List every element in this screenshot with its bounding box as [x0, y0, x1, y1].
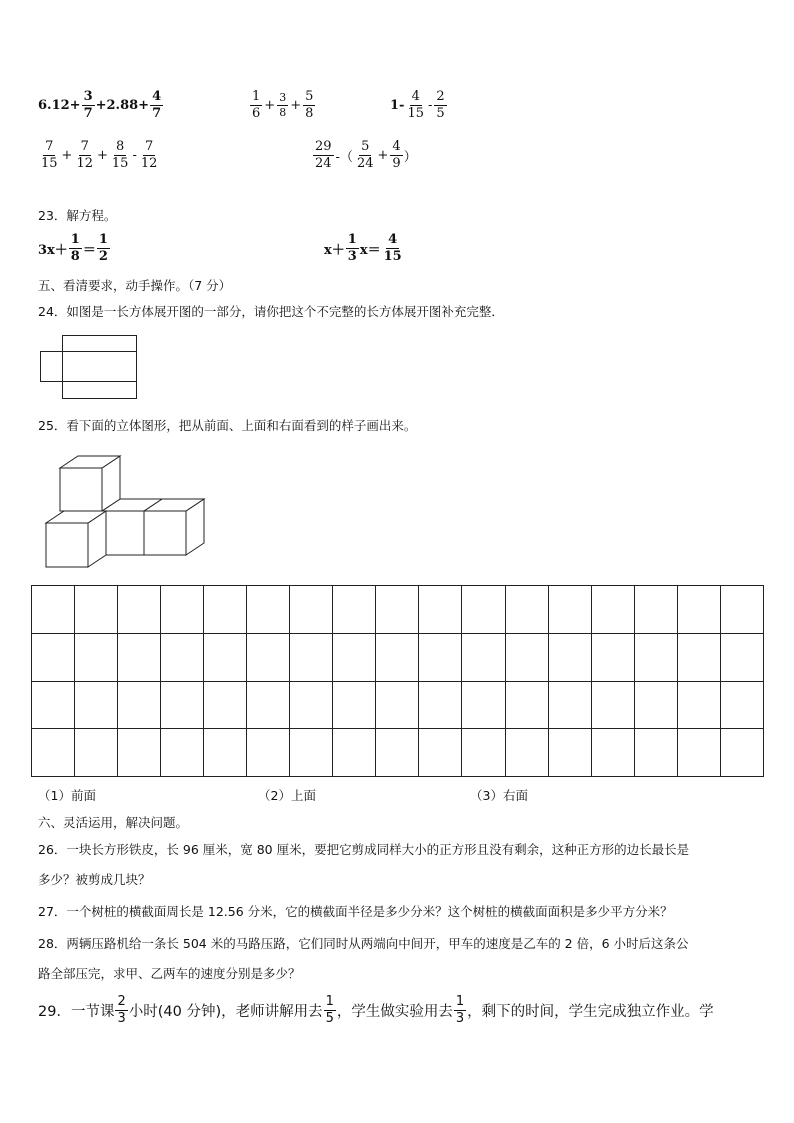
grid-cell [290, 681, 333, 729]
grid-cell [720, 586, 763, 634]
grid-row [32, 681, 764, 729]
grid-cell [290, 586, 333, 634]
grid-label-top: （2）上面 [258, 788, 316, 803]
grid-cell [376, 633, 419, 681]
grid-cell [720, 681, 763, 729]
grid-cell [548, 729, 591, 777]
grid-cell [247, 729, 290, 777]
grid-cell [161, 586, 204, 634]
grid-cell [75, 681, 118, 729]
grid-cell [32, 586, 75, 634]
grid-cell [548, 681, 591, 729]
q24-text: 24．如图是一长方体展开图的一部分，请你把这个不完整的长方体展开图补充完整． [38, 304, 504, 319]
grid-cell [591, 586, 634, 634]
equation-2: x＋ $\frac{1}{3}$ x＝ $\frac{4}{15}$ [324, 232, 402, 264]
grid-cell [462, 729, 505, 777]
grid-cell [677, 633, 720, 681]
grid-cell [419, 729, 462, 777]
grid-cell [505, 633, 548, 681]
expr-1: 6.12+ $\frac{3}{7}$ +2.88+ $\frac{4}{7}$ [38, 89, 162, 121]
grid-cell [290, 633, 333, 681]
grid-cell [419, 586, 462, 634]
grid-cell [505, 729, 548, 777]
grid-cell [548, 633, 591, 681]
grid-cell [75, 729, 118, 777]
grid-cell [161, 729, 204, 777]
grid-row [32, 586, 764, 634]
grid-cell [462, 633, 505, 681]
grid-cell [161, 633, 204, 681]
grid-cell [333, 586, 376, 634]
grid-cell [333, 681, 376, 729]
grid-cell [290, 729, 333, 777]
grid-cell [32, 633, 75, 681]
grid-cell [505, 681, 548, 729]
grid-cell [548, 586, 591, 634]
cuboid-net-figure [38, 333, 168, 401]
grid-cell [204, 729, 247, 777]
grid-cell [118, 729, 161, 777]
grid-cell [247, 633, 290, 681]
grid-cell [462, 681, 505, 729]
section-6-heading: 六、灵活运用，解决问题。 [38, 815, 189, 830]
grid-cell [720, 633, 763, 681]
grid-cell [333, 633, 376, 681]
grid-row [32, 729, 764, 777]
grid-cell [419, 681, 462, 729]
drawing-grid [31, 585, 764, 777]
equation-1: 3x＋ $\frac{1}{8}$ ＝ $\frac{1}{2}$ [38, 232, 108, 264]
grid-cell [247, 681, 290, 729]
q25-text: 25．看下面的立体图形，把从前面、上面和右面看到的样子画出来。 [38, 418, 417, 433]
grid-cell [376, 729, 419, 777]
grid-cell [118, 633, 161, 681]
grid-cell [204, 586, 247, 634]
grid-cell [75, 586, 118, 634]
grid-cell [505, 586, 548, 634]
grid-cell [634, 633, 677, 681]
expr-3: 1- $\frac{4}{15}$ - $\frac{2}{5}$ [390, 89, 445, 121]
expr-5: $\frac{29}{24}$ -（ $\frac{5}{24}$ + $\frac{4}{9}$ ） [315, 139, 417, 171]
grid-cell [204, 633, 247, 681]
grid-cell [333, 729, 376, 777]
q28-line-1: 28．两辆压路机给一条长 504 米的马路压路，它们同时从两端向中间开，甲车的速度是乙车的 2 倍，6 小时后这条公 [38, 936, 689, 951]
q27-text: 27．一个树桩的横截面周长是 12.56 分米，它的横截面半径是多少分米？这个树桩的横截面面积是多少平方分米？ [38, 904, 673, 919]
grid-cell [634, 586, 677, 634]
grid-label-front: （1）前面 [38, 788, 96, 803]
q23-title: 23．解方程。 [38, 208, 117, 223]
grid-cell [591, 681, 634, 729]
section-5-heading: 五、看清要求，动手操作。（7 分） [38, 278, 232, 293]
expr-2: $\frac{1}{6}$ + $\frac{3}{8}$ + $\frac{5}{8}$ [252, 89, 314, 121]
grid-cell [32, 681, 75, 729]
grid-cell [204, 681, 247, 729]
grid-cell [75, 633, 118, 681]
grid-cell [32, 729, 75, 777]
grid-cell [591, 729, 634, 777]
cubes-3d-figure [40, 448, 210, 572]
grid-cell [118, 681, 161, 729]
q28-line-2: 路全部压完，求甲、乙两车的速度分别是多少？ [38, 966, 301, 981]
grid-label-right: （3）右面 [470, 788, 528, 803]
grid-cell [677, 586, 720, 634]
grid-cell [247, 586, 290, 634]
q26-line-1: 26．一块长方形铁皮，长 96 厘米，宽 80 厘米，要把它剪成同样大小的正方形且没有剩余，这种正方形的边长最长是 [38, 842, 690, 857]
grid-cell [634, 729, 677, 777]
grid-cell [462, 586, 505, 634]
grid-row [32, 633, 764, 681]
grid-cell [677, 681, 720, 729]
grid-cell [720, 729, 763, 777]
grid-cell [161, 681, 204, 729]
expr-4: $\frac{7}{15}$ + $\frac{7}{12}$ + $\frac{8}{15}$ - $\frac{7}{12}$ [41, 139, 158, 171]
grid-cell [376, 681, 419, 729]
grid-cell [376, 586, 419, 634]
grid-cell [118, 586, 161, 634]
grid-cell [677, 729, 720, 777]
grid-cell [419, 633, 462, 681]
q29-text: 29．一节课 $\frac{2}{3}$ 小时(40 分钟)，老师讲解用去 $\frac{1}{5}$ ，学生做实验用去 $\frac{1}{3}$ ，剩下的时间，学生完成独立作业。学 [38, 994, 714, 1026]
q26-line-2: 多少？被剪成几块？ [38, 872, 151, 887]
grid-cell [591, 633, 634, 681]
grid-cell [634, 681, 677, 729]
